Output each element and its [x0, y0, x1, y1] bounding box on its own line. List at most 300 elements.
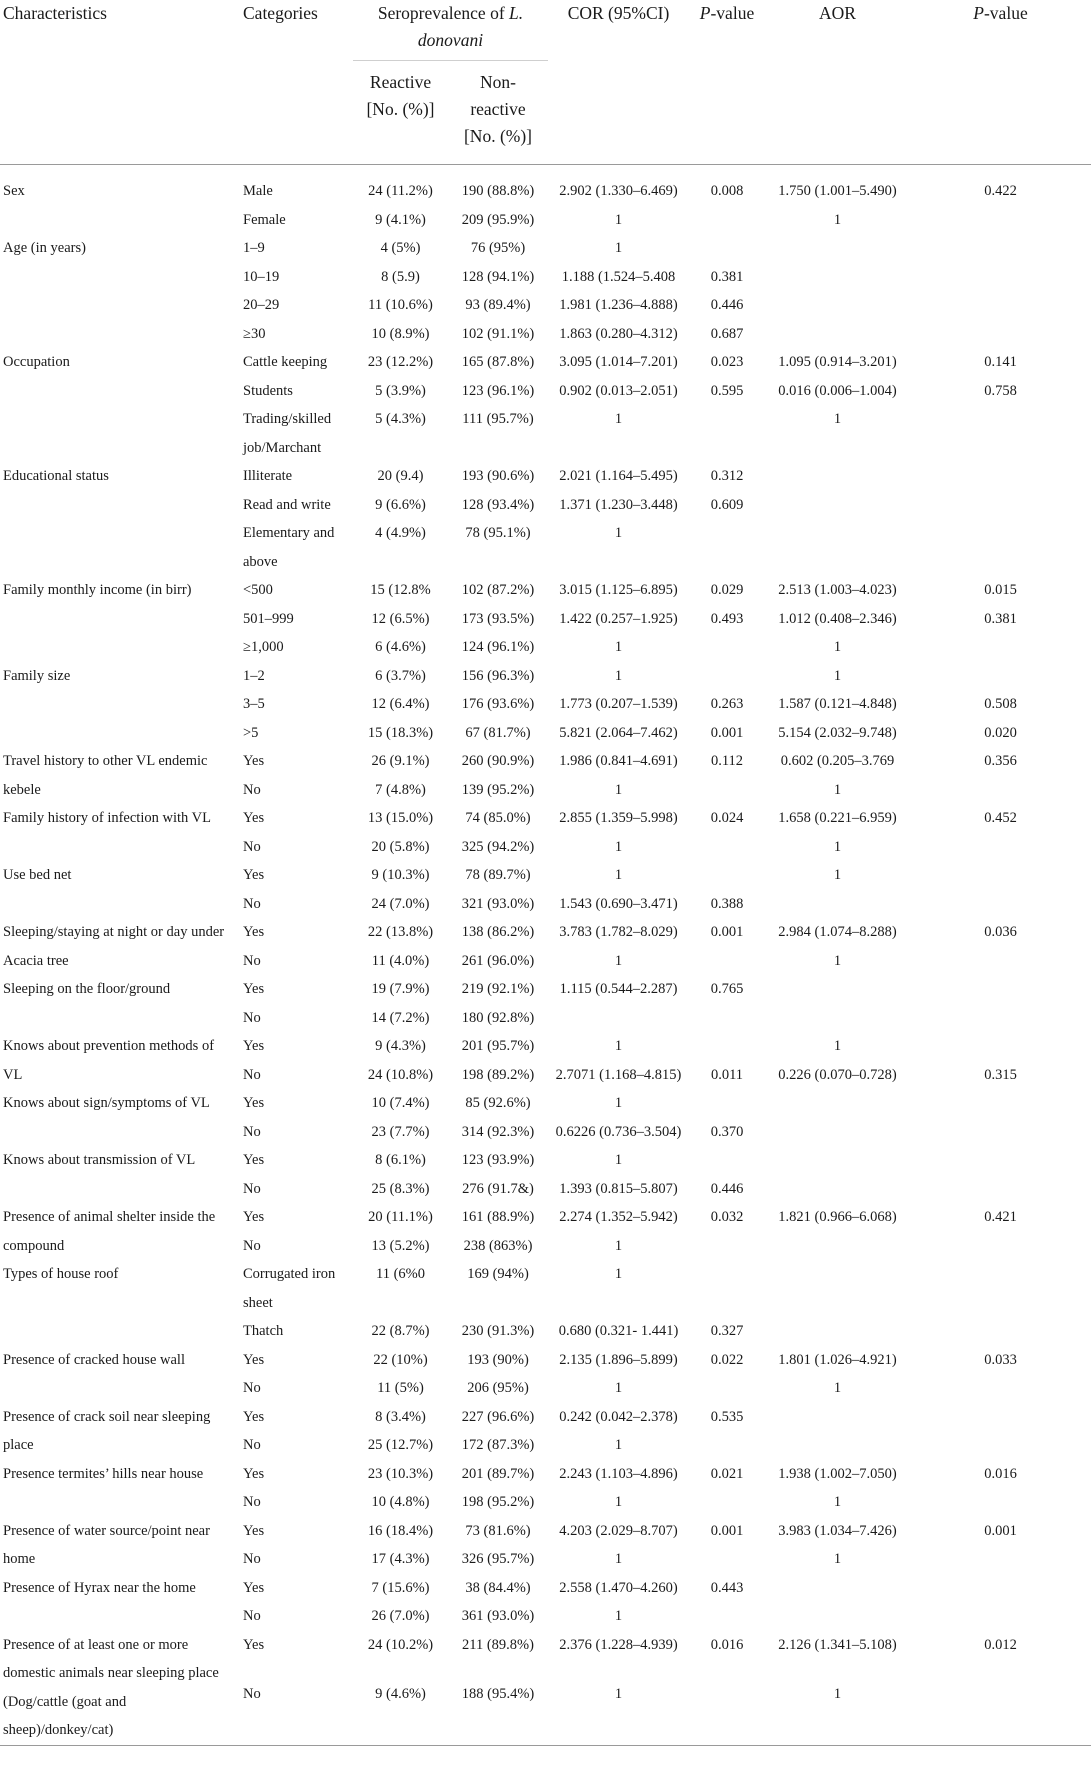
aor-p-value-cell	[910, 291, 1091, 320]
aor-cell: 1.095 (0.914–3.201)	[778, 354, 897, 370]
table-row	[0, 462, 1091, 491]
table-row	[0, 1574, 1091, 1603]
aor-p-value-cell	[910, 776, 1091, 805]
category-cell: No	[243, 1009, 261, 1026]
characteristic-cell: Presence of water source/point near home	[3, 1522, 210, 1567]
reactive-cell: 23 (12.2%)	[367, 354, 434, 370]
reactive-cell: 4 (5%)	[380, 240, 421, 256]
aor-cell: 1	[833, 211, 842, 228]
reactive-cell: 5 (3.9%)	[375, 382, 426, 399]
table-row	[0, 861, 1091, 890]
category-cell: Read and write	[243, 496, 331, 513]
table-row	[0, 1260, 1091, 1317]
reactive-cell: 20 (5.8%)	[371, 838, 430, 855]
nonreactive-cell: 190 (88.8%)	[461, 183, 535, 199]
aor-cell	[765, 1260, 910, 1317]
nonreactive-cell: 325 (94.2%)	[461, 838, 535, 855]
cor-p-value-cell: 0.021	[710, 1465, 744, 1482]
nonreactive-cell: 276 (91.7&)	[462, 1180, 534, 1197]
characteristic-cell: Family monthly income (in birr)	[3, 582, 192, 598]
reactive-cell: 13 (5.2%)	[371, 1237, 430, 1254]
aor-cell	[765, 291, 910, 320]
aor-p-value-cell	[910, 1317, 1091, 1346]
characteristic-cell: Sex	[3, 183, 25, 199]
category-cell: Yes	[243, 1152, 265, 1168]
aor-cell: 1.750 (1.001–5.490)	[778, 183, 897, 199]
cor-cell: 1	[614, 781, 623, 798]
aor-cell: 1	[833, 838, 842, 855]
aor-cell: 1	[833, 1038, 842, 1054]
reactive-cell: 10 (7.4%)	[371, 1095, 430, 1111]
cor-p-value-cell: 0.535	[710, 1408, 744, 1425]
aor-p-value-cell	[910, 1232, 1091, 1261]
cor-p-value-cell: 0.388	[710, 895, 744, 912]
cor-cell: 1	[614, 867, 623, 883]
table-row	[0, 234, 1091, 263]
cor-p-value-cell	[689, 1032, 765, 1061]
reactive-cell: 6 (3.7%)	[375, 667, 426, 684]
category-cell: 1–2	[243, 667, 265, 684]
aor-p-value-cell	[910, 1004, 1091, 1033]
cor-p-value-cell	[689, 947, 765, 976]
nonreactive-cell: 173 (93.5%)	[461, 610, 535, 627]
aor-p-value-cell	[910, 1260, 1091, 1317]
category-cell: Yes	[243, 1095, 265, 1111]
cor-p-value-cell	[689, 519, 765, 576]
aor-cell	[765, 1146, 910, 1175]
category-cell: Elementary and above	[243, 525, 335, 570]
category-cell: Yes	[243, 1522, 265, 1539]
aor-p-value-cell	[910, 206, 1091, 235]
cor-cell: 1	[614, 667, 623, 684]
cor-cell: 1	[614, 1494, 623, 1510]
cor-cell: 2.7071 (1.168–4.815)	[555, 1066, 682, 1083]
cor-cell: 1	[614, 525, 623, 541]
nonreactive-cell: 314 (92.3%)	[461, 1123, 535, 1140]
aor-cell: 0.602 (0.205–3.769	[780, 753, 895, 769]
nonreactive-cell: 326 (95.7%)	[461, 1551, 535, 1567]
category-cell: Yes	[243, 1636, 265, 1653]
category-cell: No	[243, 895, 261, 912]
nonreactive-cell: 261 (96.0%)	[461, 952, 535, 969]
cor-p-value-cell: 0.609	[710, 496, 744, 513]
cor-cell: 1	[614, 240, 623, 256]
aor-cell: 1	[833, 639, 842, 655]
table-row	[0, 1346, 1091, 1375]
category-cell: No	[243, 1180, 261, 1197]
cor-p-value-cell	[689, 1260, 765, 1317]
aor-p-value-cell	[910, 1374, 1091, 1403]
reactive-cell: 24 (10.2%)	[367, 1636, 434, 1653]
category-cell: Cattle keeping	[243, 354, 328, 370]
cor-p-value-cell: 0.687	[710, 325, 744, 342]
cor-cell: 0.680 (0.321- 1.441)	[558, 1323, 679, 1339]
reactive-cell: 10 (4.8%)	[371, 1494, 430, 1510]
cor-cell: 3.015 (1.125–6.895)	[559, 582, 678, 598]
characteristic-cell: Use bed net	[3, 867, 72, 883]
nonreactive-cell: 193 (90%)	[467, 1351, 529, 1368]
characteristic-cell: Knows about prevention methods of VL	[3, 1038, 215, 1083]
cor-cell: 1.422 (0.257–1.925)	[559, 610, 678, 627]
cor-cell: 2.902 (1.330–6.469)	[559, 183, 678, 199]
header-nonreactive-line2: reactive	[470, 99, 526, 119]
nonreactive-cell: 211 (89.8%)	[462, 1636, 534, 1653]
table-row	[0, 1146, 1091, 1175]
nonreactive-cell: 102 (87.2%)	[461, 582, 535, 598]
header-nonreactive	[448, 61, 548, 165]
cor-cell: 1	[614, 1152, 623, 1168]
category-cell: No	[243, 1551, 261, 1567]
nonreactive-cell: 73 (81.6%)	[465, 1522, 531, 1539]
table-row	[0, 1460, 1091, 1489]
header-sero-prefix: Seroprevalence of	[377, 3, 510, 23]
aor-cell	[765, 1403, 910, 1432]
nonreactive-cell: 361 (93.0%)	[461, 1608, 535, 1624]
table-body	[0, 165, 1091, 1746]
table-row	[0, 1089, 1091, 1118]
header-sero-species: L. donovani	[417, 3, 524, 50]
category-cell: Corrugated iron sheet	[243, 1266, 336, 1311]
header-nonreactive-line3: [No. (%)]	[463, 126, 533, 146]
reactive-cell: 24 (11.2%)	[368, 183, 433, 199]
reactive-cell: 5 (4.3%)	[375, 411, 426, 427]
aor-cell: 0.226 (0.070–0.728)	[778, 1066, 897, 1083]
cor-cell: 1.393 (0.815–5.807)	[559, 1180, 678, 1197]
cor-p-value-cell: 0.016	[710, 1636, 744, 1653]
aor-cell: 1.658 (0.221–6.959)	[778, 810, 897, 826]
aor-cell: 1.938 (1.002–7.050)	[778, 1465, 897, 1482]
category-cell: Yes	[243, 1209, 265, 1225]
reactive-cell: 16 (18.4%)	[367, 1522, 434, 1539]
cor-p-value-cell: 0.443	[710, 1579, 744, 1596]
aor-p-value-cell	[910, 1680, 1091, 1745]
category-cell: Male	[243, 183, 273, 199]
aor-cell: 2.126 (1.341–5.108)	[778, 1636, 897, 1653]
cor-p-value-cell	[689, 776, 765, 805]
category-cell: Students	[243, 382, 293, 399]
reactive-cell: 26 (7.0%)	[371, 1608, 430, 1624]
cor-p-value-cell: 0.023	[710, 354, 744, 370]
cor-cell: 2.558 (1.470–4.260)	[559, 1579, 678, 1596]
category-cell: Trading/skilled job/Marchant	[243, 411, 332, 456]
cor-p-value-cell	[689, 861, 765, 890]
aor-p-value-cell: 0.356	[984, 753, 1017, 769]
header-categories: Categories	[243, 3, 318, 23]
cor-p-value-cell: 0.011	[710, 1066, 744, 1083]
reactive-cell: 23 (10.3%)	[367, 1465, 434, 1482]
aor-cell: 5.154 (2.032–9.748)	[778, 724, 897, 741]
characteristic-cell: Presence of crack soil near sleeping place	[3, 1408, 211, 1453]
table-row	[0, 1032, 1091, 1061]
category-cell: 20–29	[243, 297, 280, 313]
category-cell: Yes	[243, 810, 265, 826]
reactive-cell: 9 (10.3%)	[371, 867, 430, 883]
cor-cell: 1	[614, 1551, 623, 1567]
reactive-cell: 9 (4.3%)	[375, 1038, 426, 1054]
nonreactive-cell: 124 (96.1%)	[461, 639, 535, 655]
nonreactive-cell: 201 (95.7%)	[461, 1038, 535, 1054]
category-cell: No	[243, 1380, 261, 1396]
nonreactive-cell: 172 (87.3%)	[461, 1437, 535, 1453]
aor-cell: 0.016 (0.006–1.004)	[778, 382, 897, 399]
cor-p-value-cell: 0.001	[710, 724, 744, 741]
reactive-cell: 17 (4.3%)	[371, 1551, 430, 1567]
aor-p-value-cell	[910, 1574, 1091, 1603]
aor-cell	[765, 1004, 910, 1033]
category-cell: Yes	[243, 1038, 265, 1054]
nonreactive-cell: 67 (81.7%)	[465, 724, 531, 741]
aor-p-value-cell	[910, 462, 1091, 491]
aor-p-value-cell	[910, 1146, 1091, 1175]
aor-p-value-cell	[910, 519, 1091, 576]
header-reactive-line1: Reactive	[369, 72, 432, 92]
aor-cell: 1.587 (0.121–4.848)	[778, 696, 897, 712]
nonreactive-cell: 156 (96.3%)	[461, 667, 535, 684]
table-row	[0, 804, 1091, 833]
header-aor: AOR	[819, 3, 856, 23]
cor-cell: 2.021 (1.164–5.495)	[559, 468, 678, 484]
table-row	[0, 348, 1091, 377]
category-cell: No	[243, 1237, 261, 1254]
aor-cell	[765, 234, 910, 263]
reactive-cell: 11 (5%)	[377, 1380, 424, 1396]
characteristic-cell: Educational status	[3, 468, 109, 484]
category-cell: >5	[243, 724, 259, 741]
nonreactive-cell: 176 (93.6%)	[461, 696, 535, 712]
table-row	[0, 918, 1091, 947]
category-cell: 501–999	[243, 610, 294, 627]
aor-cell: 1	[833, 411, 842, 427]
aor-p-value-cell: 0.001	[984, 1522, 1017, 1539]
cor-cell: 1	[614, 411, 623, 427]
aor-cell	[765, 462, 910, 491]
cor-p-value-cell	[689, 405, 765, 462]
aor-p-value-cell: 0.012	[984, 1636, 1017, 1653]
cor-cell: 1	[614, 639, 623, 655]
aor-p-value-cell	[910, 975, 1091, 1004]
reactive-cell: 22 (10%)	[373, 1351, 428, 1368]
aor-p-value-cell: 0.315	[984, 1066, 1017, 1083]
characteristic-cell: Age (in years)	[3, 240, 86, 256]
nonreactive-cell: 206 (95%)	[467, 1380, 529, 1396]
cor-p-value-cell	[689, 1146, 765, 1175]
aor-p-value-cell: 0.758	[984, 382, 1017, 399]
category-cell: Yes	[243, 1465, 265, 1482]
cor-cell: 1.371 (1.230–3.448)	[559, 496, 678, 513]
nonreactive-cell: 219 (92.1%)	[461, 981, 535, 997]
nonreactive-cell: 78 (89.7%)	[465, 867, 531, 883]
cor-cell: 1	[614, 838, 623, 855]
reactive-cell: 9 (4.6%)	[375, 1686, 426, 1703]
aor-p-value-cell: 0.033	[984, 1351, 1017, 1368]
reactive-cell: 20 (9.4)	[377, 468, 424, 484]
nonreactive-cell: 128 (93.4%)	[461, 496, 535, 513]
cor-cell: 3.783 (1.782–8.029)	[559, 924, 678, 940]
category-cell: Yes	[243, 1408, 265, 1425]
nonreactive-cell: 139 (95.2%)	[461, 781, 535, 798]
table-row	[0, 1517, 1091, 1546]
cor-p-value-cell	[689, 1004, 765, 1033]
reactive-cell: 20 (11.1%)	[368, 1209, 433, 1225]
cor-cell: 1	[614, 1237, 623, 1254]
cor-cell: 1	[614, 1266, 623, 1282]
cor-p-value-cell	[689, 662, 765, 691]
reactive-cell: 23 (7.7%)	[371, 1123, 430, 1140]
nonreactive-cell: 209 (95.9%)	[461, 211, 535, 228]
nonreactive-cell: 260 (90.9%)	[461, 753, 535, 769]
category-cell: ≥30	[243, 325, 266, 342]
characteristic-cell: Presence termites’ hills near house	[3, 1465, 204, 1482]
aor-p-value-cell	[910, 947, 1091, 976]
cor-p-value-cell: 0.263	[710, 696, 744, 712]
aor-cell: 2.513 (1.003–4.023)	[778, 582, 897, 598]
aor-p-value-cell	[910, 890, 1091, 919]
nonreactive-cell: 102 (91.1%)	[461, 325, 535, 342]
reactive-cell: 15 (12.8%	[370, 582, 431, 598]
aor-p-value-cell	[910, 1488, 1091, 1517]
cor-cell: 0.902 (0.013–2.051)	[559, 382, 678, 399]
aor-p-value-cell	[910, 833, 1091, 862]
characteristic-cell: Travel history to other VL endemic kebele	[3, 753, 208, 798]
cor-p-value-cell: 0.022	[710, 1351, 744, 1368]
table-row	[0, 165, 1091, 206]
aor-cell: 2.984 (1.074–8.288)	[778, 924, 897, 940]
aor-cell: 1	[833, 1686, 842, 1703]
cor-cell: 2.274 (1.352–5.942)	[559, 1209, 678, 1225]
reactive-cell: 22 (8.7%)	[371, 1323, 430, 1339]
category-cell: <500	[243, 582, 273, 598]
category-cell: No	[243, 1123, 261, 1140]
cor-cell: 1.115 (0.544–2.287)	[559, 981, 678, 997]
cor-cell: 2.243 (1.103–4.896)	[559, 1465, 678, 1482]
aor-p-value-cell: 0.421	[984, 1209, 1017, 1225]
aor-p-value-cell: 0.015	[984, 582, 1017, 598]
category-cell: No	[243, 781, 261, 798]
reactive-cell: 11 (4.0%)	[371, 952, 430, 969]
cor-p-value-cell	[689, 1089, 765, 1118]
cor-p-value-cell	[689, 206, 765, 235]
cor-cell: 1.773 (0.207–1.539)	[559, 696, 678, 712]
category-cell: No	[243, 1494, 261, 1510]
cor-cell: 3.095 (1.014–7.201)	[559, 354, 678, 370]
reactive-cell: 4 (4.9%)	[375, 525, 426, 541]
aor-cell: 1	[833, 1380, 842, 1396]
cor-p-value-cell: 0.493	[710, 610, 744, 627]
aor-p-value-cell: 0.381	[984, 610, 1017, 627]
category-cell: Yes	[243, 924, 265, 940]
cor-cell: 1	[614, 1437, 623, 1453]
aor-p-value-cell	[910, 662, 1091, 691]
header-p-suffix: -value	[983, 3, 1028, 23]
cor-p-value-cell: 0.327	[710, 1323, 744, 1339]
aor-p-value-cell: 0.020	[984, 724, 1017, 741]
aor-p-value-cell	[910, 1403, 1091, 1432]
cor-cell: 1	[614, 1038, 623, 1054]
cor-cell: 1	[614, 211, 623, 228]
aor-cell	[765, 1317, 910, 1346]
nonreactive-cell: 93 (89.4%)	[465, 297, 531, 313]
aor-cell: 1	[833, 667, 842, 684]
table-row	[0, 1403, 1091, 1432]
header-p-value-cor	[689, 0, 765, 165]
characteristic-cell: Presence of at least one or more domestic animals near sleeping place (Dog/cattle (goat and sheep)/donkey/cat)	[3, 1636, 219, 1738]
nonreactive-cell: 161 (88.9%)	[461, 1209, 535, 1225]
nonreactive-cell: 85 (92.6%)	[465, 1095, 531, 1111]
cor-p-value-cell: 0.001	[710, 1522, 744, 1539]
reactive-cell: 11 (10.6%)	[368, 297, 433, 313]
aor-p-value-cell	[910, 320, 1091, 349]
aor-cell: 1.012 (0.408–2.346)	[778, 610, 897, 627]
aor-cell	[765, 975, 910, 1004]
cor-p-value-cell: 0.024	[710, 810, 744, 826]
cor-cell: 5.821 (2.064–7.462)	[559, 724, 678, 741]
reactive-cell: 12 (6.5%)	[371, 610, 430, 627]
cor-p-value-cell	[689, 1232, 765, 1261]
nonreactive-cell: 138 (86.2%)	[461, 924, 535, 940]
header-p-value-aor	[910, 0, 1091, 165]
cor-p-value-cell	[689, 1545, 765, 1574]
nonreactive-cell: 193 (90.6%)	[461, 468, 535, 484]
aor-cell	[765, 1118, 910, 1147]
cor-cell: 1	[614, 1380, 623, 1396]
reactive-cell: 13 (15.0%)	[367, 810, 434, 826]
characteristic-cell: Presence of cracked house wall	[3, 1351, 185, 1368]
aor-p-value-cell: 0.141	[984, 354, 1017, 370]
cor-p-value-cell: 0.595	[710, 382, 744, 399]
aor-cell	[765, 491, 910, 520]
category-cell: 3–5	[243, 696, 265, 712]
reactive-cell: 9 (4.1%)	[375, 211, 426, 228]
aor-p-value-cell	[910, 1602, 1091, 1631]
cor-cell	[548, 1004, 689, 1033]
aor-p-value-cell	[910, 861, 1091, 890]
cor-p-value-cell: 0.370	[710, 1123, 744, 1140]
reactive-cell: 25 (8.3%)	[371, 1180, 430, 1197]
aor-cell: 1	[833, 867, 842, 883]
characteristic-cell: Family history of infection with VL	[3, 810, 211, 826]
aor-p-value-cell	[910, 234, 1091, 263]
category-cell: No	[243, 1686, 261, 1703]
category-cell: Yes	[243, 1579, 265, 1596]
aor-cell: 3.983 (1.034–7.426)	[778, 1522, 897, 1539]
aor-p-value-cell: 0.508	[984, 696, 1017, 712]
aor-cell	[765, 320, 910, 349]
header-p-suffix: -value	[710, 3, 755, 23]
aor-p-value-cell	[910, 633, 1091, 662]
header-nonreactive-line1: Non-	[480, 72, 516, 92]
aor-cell: 1	[833, 1551, 842, 1567]
characteristic-cell: Presence of Hyrax near the home	[3, 1579, 196, 1596]
nonreactive-cell: 128 (94.1%)	[461, 268, 535, 285]
nonreactive-cell: 76 (95%)	[470, 240, 526, 256]
cor-p-value-cell: 0.008	[710, 183, 744, 199]
nonreactive-cell: 201 (89.7%)	[461, 1465, 535, 1482]
header-cor: COR (95%CI)	[567, 3, 670, 23]
reactive-cell: 11 (6%0	[376, 1266, 425, 1282]
cor-p-value-cell	[689, 833, 765, 862]
aor-cell: 1.821 (0.966–6.068)	[778, 1209, 897, 1225]
nonreactive-cell: 74 (85.0%)	[465, 810, 531, 826]
cor-cell: 1	[614, 1608, 623, 1624]
cor-cell: 1	[614, 1095, 623, 1111]
aor-cell	[765, 1175, 910, 1204]
cor-p-value-cell: 0.381	[710, 268, 744, 285]
characteristic-cell: Knows about sign/symptoms of VL	[3, 1095, 210, 1111]
cor-p-value-cell: 0.446	[710, 297, 744, 313]
cor-cell: 1	[614, 1686, 623, 1703]
category-cell: Yes	[243, 1351, 265, 1368]
aor-p-value-cell: 0.016	[984, 1465, 1017, 1482]
